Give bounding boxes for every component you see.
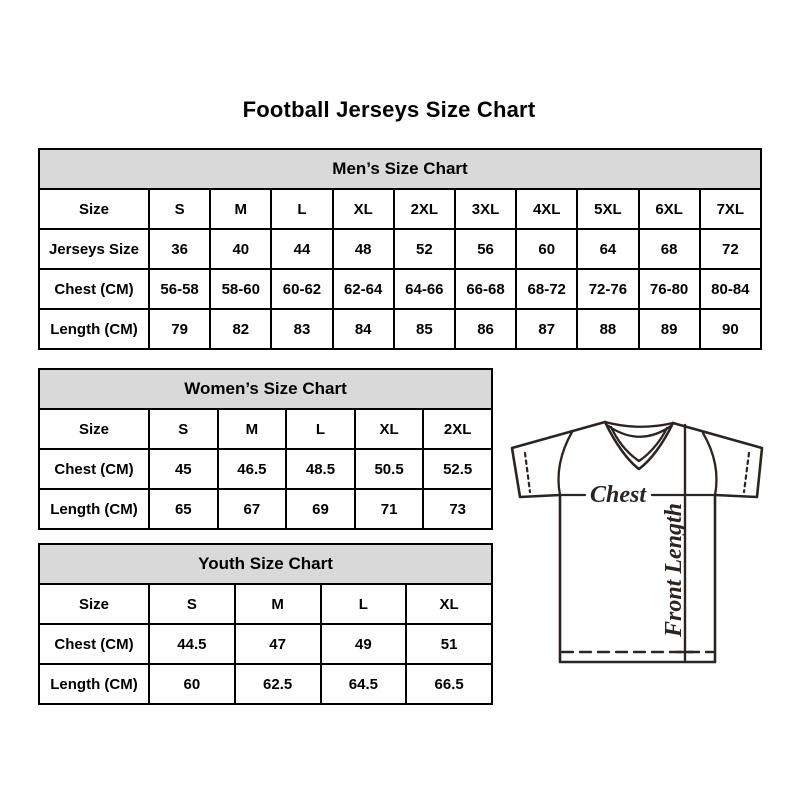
size-table (38, 148, 762, 350)
table-cell: 88 (577, 309, 638, 349)
table-row (39, 449, 492, 489)
table-cell: XL (333, 189, 394, 229)
table-row (39, 664, 492, 704)
row-label: Chest (CM) (39, 624, 149, 664)
table-cell: 7XL (700, 189, 761, 229)
table-cell: 2XL (423, 409, 492, 449)
table-cell: 79 (149, 309, 210, 349)
table-cell: 82 (210, 309, 271, 349)
table-cell: 58-60 (210, 269, 271, 309)
jersey-outline (512, 422, 762, 662)
table-cell: 85 (394, 309, 455, 349)
row-label: Size (39, 409, 149, 449)
table-cell: 90 (700, 309, 761, 349)
table-row (39, 189, 761, 229)
table-cell: 62-64 (333, 269, 394, 309)
table-cell: 65 (149, 489, 218, 529)
table-cell: 64.5 (321, 664, 407, 704)
table-cell: 56-58 (149, 269, 210, 309)
row-label: Chest (CM) (39, 449, 149, 489)
left-cuff-stitch-line (525, 453, 530, 492)
table-cell: L (321, 584, 407, 624)
table-cell: 72-76 (577, 269, 638, 309)
table-cell: 48 (333, 229, 394, 269)
right-cuff-stitch-line (744, 453, 749, 492)
table-cell: 52.5 (423, 449, 492, 489)
table-cell: 56 (455, 229, 516, 269)
table-cell: L (271, 189, 332, 229)
table-cell: S (149, 189, 210, 229)
table-cell: 87 (516, 309, 577, 349)
table-cell: 64 (577, 229, 638, 269)
row-label: Jerseys Size (39, 229, 149, 269)
table-cell: 72 (700, 229, 761, 269)
table-cell: 73 (423, 489, 492, 529)
table-cell: 80-84 (700, 269, 761, 309)
table-cell: 60 (149, 664, 235, 704)
chest-label: Chest (589, 482, 647, 508)
table-cell: 66.5 (406, 664, 492, 704)
row-label: Length (CM) (39, 309, 149, 349)
table-cell: 49 (321, 624, 407, 664)
table-cell: 51 (406, 624, 492, 664)
table-cell: XL (406, 584, 492, 624)
table-cell: 47 (235, 624, 321, 664)
row-label: Size (39, 189, 149, 229)
table-cell: 46.5 (218, 449, 287, 489)
size-table (38, 368, 493, 530)
table-cell: 60-62 (271, 269, 332, 309)
table-row (39, 309, 761, 349)
womens-size-table (38, 368, 493, 530)
row-label: Length (CM) (39, 489, 149, 529)
table-title: Men’s Size Chart (39, 149, 761, 189)
table-cell: M (210, 189, 271, 229)
table-cell: 68 (639, 229, 700, 269)
table-cell: 44.5 (149, 624, 235, 664)
table-cell: 44 (271, 229, 332, 269)
table-cell: 89 (639, 309, 700, 349)
table-cell: S (149, 584, 235, 624)
table-cell: 45 (149, 449, 218, 489)
table-cell: 6XL (639, 189, 700, 229)
row-label: Size (39, 584, 149, 624)
table-cell: M (218, 409, 287, 449)
table-cell: M (235, 584, 321, 624)
table-cell: 62.5 (235, 664, 321, 704)
table-cell: 5XL (577, 189, 638, 229)
row-label: Length (CM) (39, 664, 149, 704)
table-cell: 48.5 (286, 449, 355, 489)
table-row (39, 409, 492, 449)
table-cell: XL (355, 409, 424, 449)
table-row (39, 229, 761, 269)
table-cell: L (286, 409, 355, 449)
table-cell: 50.5 (355, 449, 424, 489)
table-cell: 86 (455, 309, 516, 349)
table-row (39, 624, 492, 664)
mens-size-table (38, 148, 762, 350)
youth-size-table (38, 543, 493, 705)
table-row (39, 584, 492, 624)
table-cell: 64-66 (394, 269, 455, 309)
table-title: Women’s Size Chart (39, 369, 492, 409)
row-label: Chest (CM) (39, 269, 149, 309)
table-cell: 52 (394, 229, 455, 269)
size-table (38, 543, 493, 705)
page-title: Football Jerseys Size Chart (242, 97, 536, 122)
front-length-label: Front Length (661, 502, 687, 638)
table-cell: 68-72 (516, 269, 577, 309)
table-cell: 40 (210, 229, 271, 269)
table-row (39, 269, 761, 309)
table-cell: 83 (271, 309, 332, 349)
table-cell: 84 (333, 309, 394, 349)
table-cell: S (149, 409, 218, 449)
table-cell: 4XL (516, 189, 577, 229)
jersey-measurement-diagram (500, 398, 770, 668)
table-cell: 60 (516, 229, 577, 269)
table-cell: 36 (149, 229, 210, 269)
table-cell: 66-68 (455, 269, 516, 309)
table-cell: 67 (218, 489, 287, 529)
table-row (39, 489, 492, 529)
table-cell: 76-80 (639, 269, 700, 309)
table-cell: 71 (355, 489, 424, 529)
table-cell: 2XL (394, 189, 455, 229)
table-cell: 69 (286, 489, 355, 529)
table-title: Youth Size Chart (39, 544, 492, 584)
table-cell: 3XL (455, 189, 516, 229)
